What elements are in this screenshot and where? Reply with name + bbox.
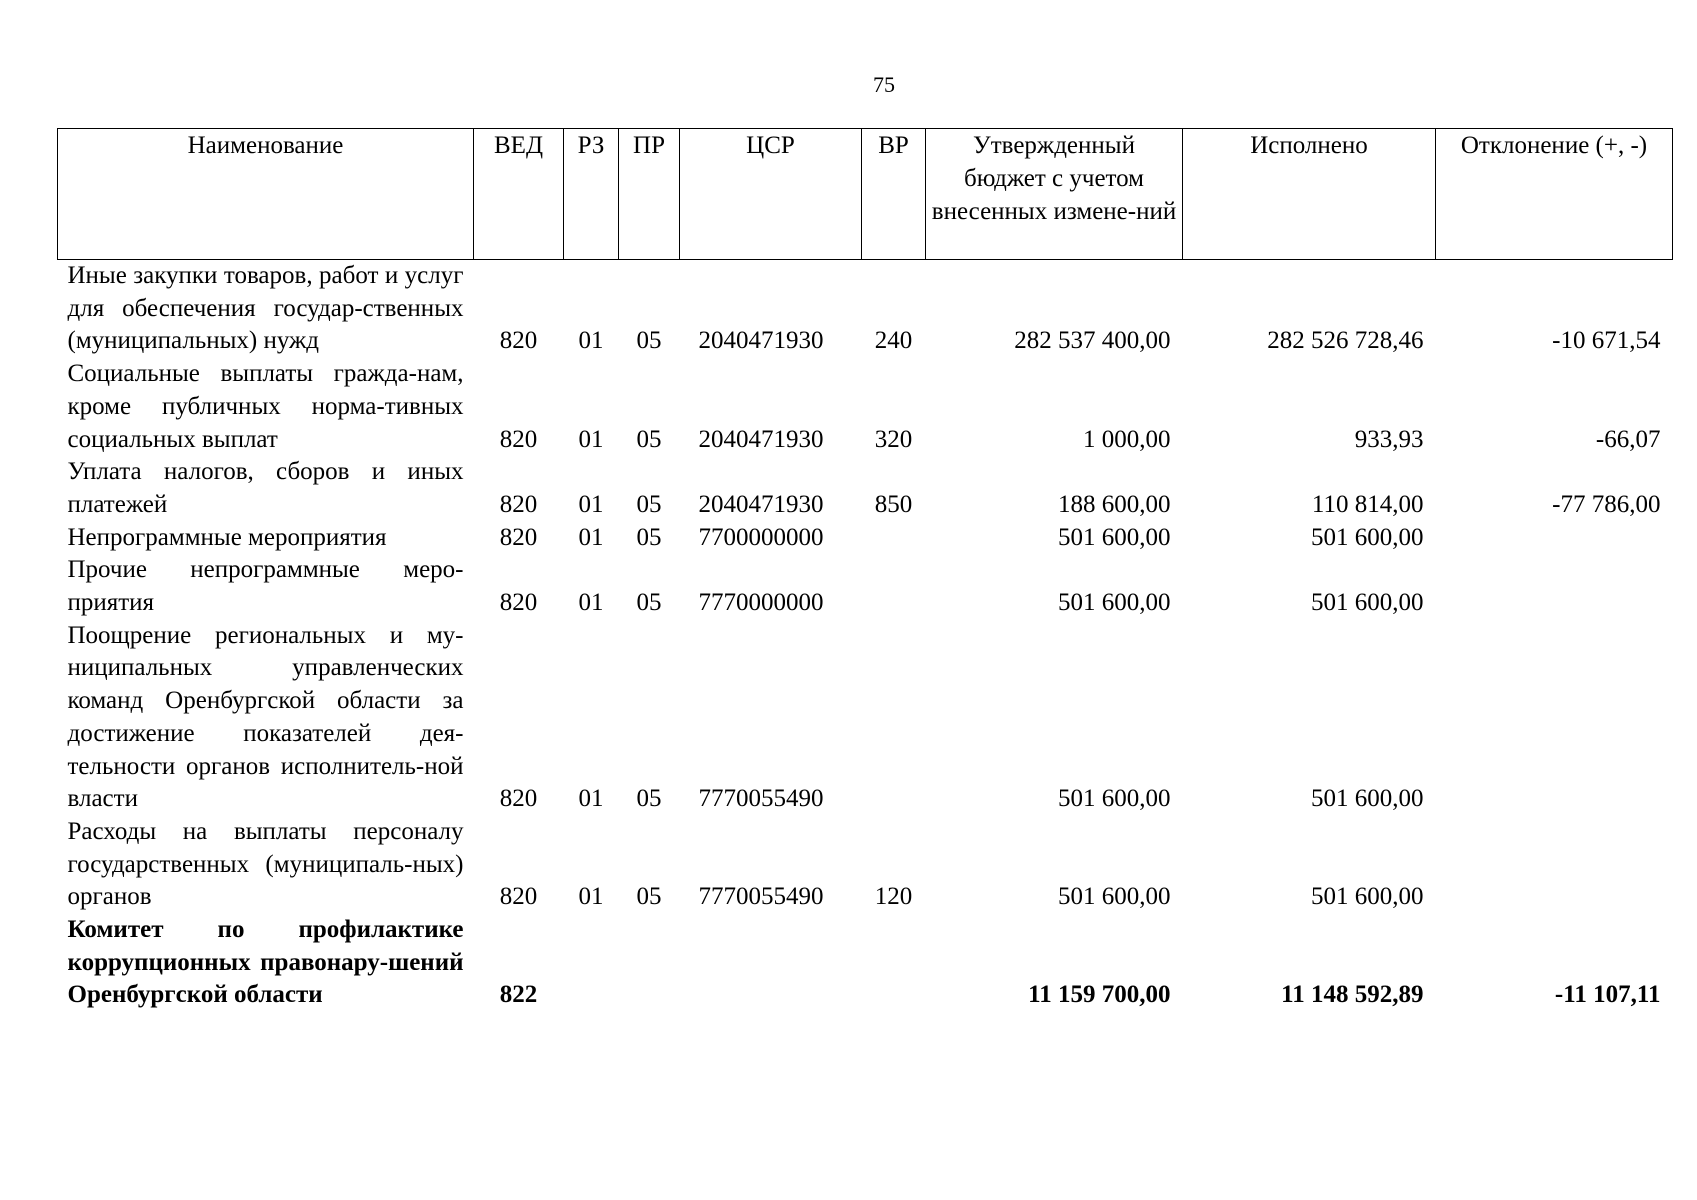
cell-pr: 05: [636, 785, 662, 813]
cell-deviation: -11 107,11: [1554, 981, 1661, 1009]
cell-executed: 11 148 592,89: [1281, 981, 1424, 1009]
cell-pr: 05: [636, 327, 662, 355]
cell-ved: 822: [499, 981, 538, 1009]
cell-executed: 501 600,00: [1311, 523, 1424, 551]
cell-deviation: [1436, 522, 1673, 555]
cell-vr: 850: [874, 490, 913, 518]
page-number: 75: [873, 72, 895, 97]
header-deviation: Отклонение (+, -): [1436, 129, 1673, 260]
cell-executed: 501 600,00: [1311, 589, 1424, 617]
cell-rz: 01: [578, 327, 604, 355]
cell-name: Уплата налогов, сборов и иных платежей: [67, 458, 464, 518]
cell-executed: 933,93: [1354, 425, 1424, 453]
table-body: [58, 260, 1673, 1013]
cell-budget: 501 600,00: [1058, 523, 1171, 551]
cell-pr: 05: [636, 883, 662, 911]
cell-name: Непрограммные мероприятия: [67, 523, 387, 551]
table-row: [58, 554, 1673, 619]
table-row: [58, 620, 1673, 816]
cell-vr: 240: [874, 327, 913, 355]
table-row: [58, 456, 1673, 521]
header-pr: ПР: [619, 129, 680, 260]
table-row: [58, 914, 1673, 1012]
cell-csr: 7770055490: [698, 883, 824, 911]
cell-pr: [619, 914, 680, 1012]
table-header: [58, 129, 1673, 260]
cell-ved: 820: [499, 589, 538, 617]
table-row: [58, 816, 1673, 914]
cell-csr: 2040471930: [698, 327, 824, 355]
cell-budget: 1 000,00: [1083, 425, 1171, 453]
cell-deviation: -66,07: [1595, 425, 1661, 453]
cell-rz: 01: [578, 883, 604, 911]
cell-deviation: -77 786,00: [1552, 490, 1661, 518]
cell-pr: 05: [636, 523, 662, 551]
cell-ved: 820: [499, 490, 538, 518]
cell-budget: 501 600,00: [1058, 785, 1171, 813]
cell-rz: [564, 914, 619, 1012]
cell-rz: 01: [578, 523, 604, 551]
cell-budget: 282 537 400,00: [1014, 327, 1171, 355]
cell-ved: 820: [499, 425, 538, 453]
cell-deviation: -10 671,54: [1552, 327, 1661, 355]
header-vr: ВР: [862, 129, 926, 260]
table-row: [58, 358, 1673, 456]
cell-csr: 7700000000: [698, 523, 824, 551]
cell-budget: 501 600,00: [1058, 883, 1171, 911]
cell-name: Расходы на выплаты персоналу государственных (муниципаль-ных) органов: [67, 817, 464, 911]
cell-rz: 01: [578, 589, 604, 617]
table-row: [58, 522, 1673, 555]
cell-rz: 01: [578, 490, 604, 518]
cell-budget: 11 159 700,00: [1028, 981, 1171, 1009]
cell-executed: 501 600,00: [1311, 785, 1424, 813]
cell-vr: [862, 914, 926, 1012]
header-budget: Утвержденный бюджет с учетом внесенных измене-ний: [926, 129, 1183, 260]
cell-csr: 2040471930: [698, 425, 824, 453]
cell-name: Комитет по профилактике коррупционных правонару-шений Оренбургской области: [67, 916, 464, 1009]
cell-name: Иные закупки товаров, работ и услуг для обеспечения государ-ственных (муниципальных) нужд: [67, 262, 464, 355]
cell-ved: 820: [499, 883, 538, 911]
cell-budget: 501 600,00: [1058, 589, 1171, 617]
cell-budget: 188 600,00: [1058, 490, 1171, 518]
budget-execution-table: [57, 128, 1673, 1012]
cell-pr: 05: [636, 425, 662, 453]
cell-deviation: [1436, 620, 1673, 816]
header-name: Наименование: [58, 129, 474, 260]
cell-name: Поощрение региональных и му-ниципальных управленческих команд Оренбургской области за достижение показателей дея-тельности органов исполнитель-ной власти: [67, 621, 464, 813]
header-rz: РЗ: [564, 129, 619, 260]
cell-vr: [862, 620, 926, 816]
cell-rz: 01: [578, 425, 604, 453]
cell-name: Социальные выплаты гражда-нам, кроме публичных норма-тивных социальных выплат: [67, 360, 464, 453]
cell-vr: 120: [874, 883, 913, 911]
cell-ved: 820: [499, 523, 538, 551]
cell-executed: 110 814,00: [1311, 490, 1424, 518]
header-executed: Исполнено: [1183, 129, 1436, 260]
header-csr: ЦСР: [680, 129, 862, 260]
cell-vr: 320: [874, 425, 913, 453]
cell-pr: 05: [636, 490, 662, 518]
header-ved: ВЕД: [474, 129, 564, 260]
cell-rz: 01: [578, 785, 604, 813]
cell-executed: 501 600,00: [1311, 883, 1424, 911]
cell-deviation: [1436, 816, 1673, 914]
table-row: [58, 260, 1673, 359]
cell-ved: 820: [499, 327, 538, 355]
cell-csr: 7770000000: [698, 589, 824, 617]
cell-pr: 05: [636, 589, 662, 617]
cell-csr: 2040471930: [698, 490, 824, 518]
cell-deviation: [1436, 554, 1673, 619]
cell-name: Прочие непрограммные меро-приятия: [67, 556, 464, 617]
cell-csr: 7770055490: [698, 785, 824, 813]
cell-vr: [862, 554, 926, 619]
cell-executed: 282 526 728,46: [1267, 327, 1424, 355]
cell-ved: 820: [499, 785, 538, 813]
cell-csr: [680, 914, 862, 1012]
cell-vr: [862, 522, 926, 555]
